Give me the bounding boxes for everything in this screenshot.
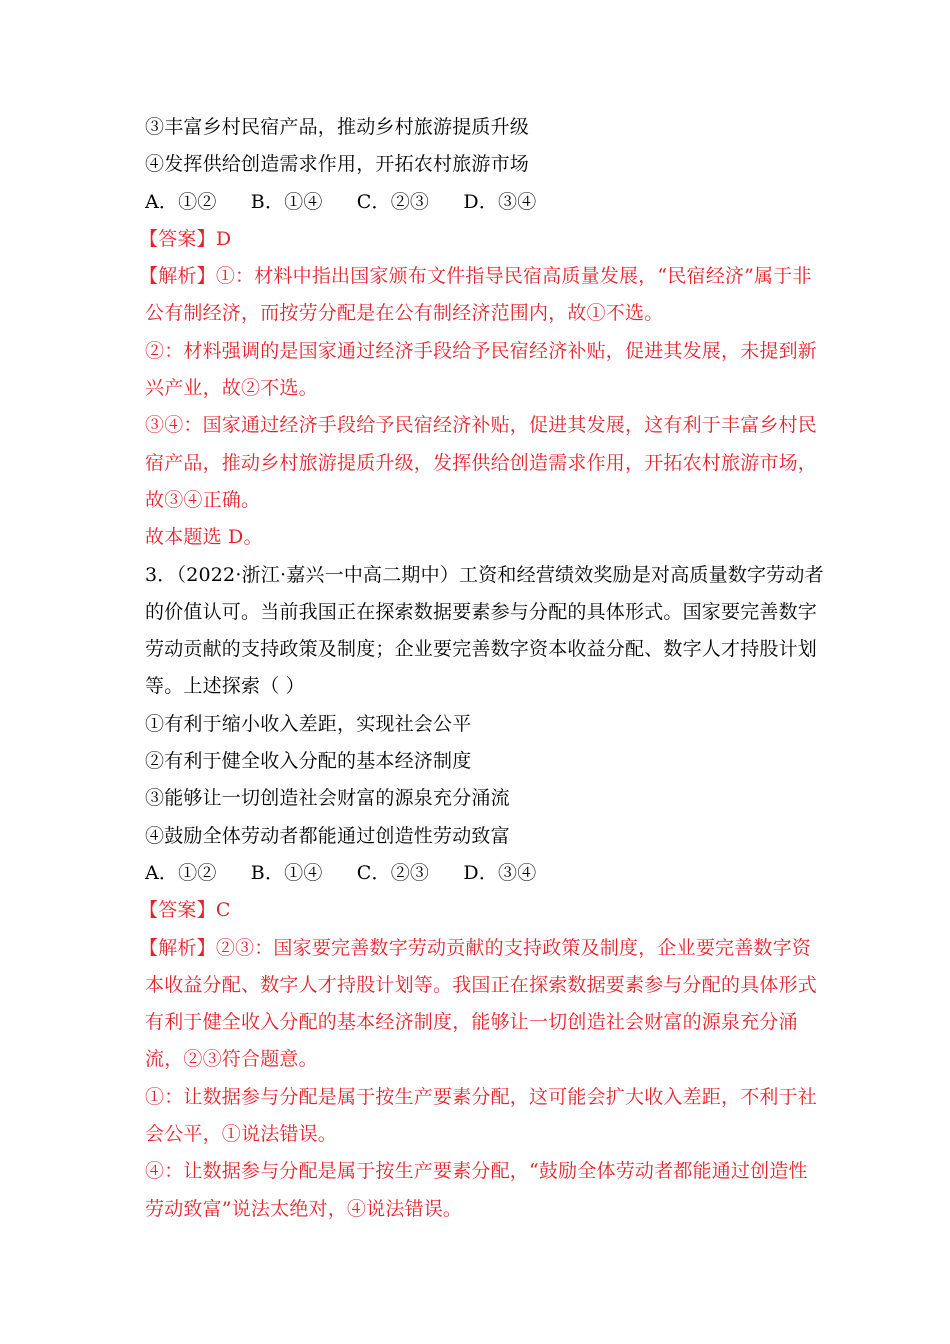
q3-answer: [139, 892, 810, 929]
q2-analysis-line: 故③④正确。: [145, 488, 261, 511]
q3-stem-line: 3．（2022·浙江·嘉兴一中高二期中）工资和经营绩效奖励是对高质量数字劳动者: [145, 563, 824, 586]
q2-choice-d: D．③④: [463, 190, 537, 213]
q3-stem-line: 劳动贡献的支持政策及制度；企业要完善数字资本收益分配、数字人才持股计划: [145, 638, 818, 661]
q3-stem-line: 等。上述探索（ ）: [145, 675, 305, 698]
q3-option-1: ①有利于缩小收入差距，实现社会公平: [145, 712, 472, 735]
q2-choice-b: B．①④: [250, 190, 323, 213]
q3-analysis-line: 会公平，①说法错误。: [145, 1123, 338, 1146]
q2-analysis-line: ③④：国家通过经济手段给予民宿经济补贴，促进其发展，这有利于丰富乡村民: [145, 414, 818, 437]
document-page: [139, 109, 824, 1228]
q2-analysis-label: 【解析】: [139, 265, 216, 288]
q2-analysis-line: ②：材料强调的是国家通过经济手段给予民宿经济补贴，促进其发展，未提到新: [145, 339, 818, 362]
q3-choice-a: A．①②: [145, 861, 217, 884]
q3-stem-line: 的价值认可。当前我国正在探索数据要素参与分配的具体形式。国家要完善数字: [145, 600, 818, 623]
q2-choice-a: A．①②: [145, 190, 217, 213]
q2-analysis-line: 公有制经济，而按劳分配是在公有制经济范围内，故①不选。: [145, 302, 664, 325]
q2-choice-c: C．②③: [356, 190, 430, 213]
q2-conclusion: 故本题选 D。: [145, 526, 263, 549]
q3-choice-b: B．①④: [250, 861, 323, 884]
q2-analysis-line: 【解析】①：材料中指出国家颁布文件指导民宿高质量发展，“民宿经济”属于非: [139, 265, 812, 288]
q2-analysis-line: 宿产品，推动乡村旅游提质升级，发挥供给创造需求作用，开拓农村旅游市场，: [145, 451, 818, 474]
q3-answer-label: 【答案】: [139, 899, 216, 922]
q3-analysis-line: 流，②③符合题意。: [145, 1048, 318, 1071]
q2-option-3: ③丰富乡村民宿产品，推动乡村旅游提质升级: [145, 116, 530, 138]
q3-choice-d: D．③④: [463, 861, 537, 884]
q2-choices: [145, 184, 810, 221]
q2-option-4: ④发挥供给创造需求作用，开拓农村旅游市场: [145, 153, 530, 176]
q2-answer: [139, 221, 810, 258]
q3-option-3: ③能够让一切创造社会财富的源泉充分涌流: [145, 787, 510, 810]
q3-analysis-line: ①：让数据参与分配是属于按生产要素分配，这可能会扩大收入差距，不利于社: [145, 1085, 818, 1108]
q3-analysis-line: 本收益分配、数字人才持股计划等。我国正在探索数据要素参与分配的具体形式: [145, 973, 818, 996]
q3-choice-c: C．②③: [356, 861, 430, 884]
q3-option-4: ④鼓励全体劳动者都能通过创造性劳动致富: [145, 824, 510, 847]
q3-analysis-line: ④：让数据参与分配是属于按生产要素分配，“鼓励全体劳动者都能通过创造性: [145, 1160, 808, 1183]
q2-answer-label: 【答案】: [139, 227, 216, 250]
q2-analysis-line: 兴产业，故②不选。: [145, 377, 318, 400]
q2-answer-value: D: [215, 227, 232, 250]
q3-answer-value: C: [215, 899, 231, 922]
q3-analysis-label: 【解析】: [139, 936, 216, 959]
q3-analysis-line: 劳动致富”说法太绝对，④说法错误。: [145, 1197, 463, 1220]
q3-analysis-line: 【解析】②③：国家要完善数字劳动贡献的支持政策及制度，企业要完善数字资: [139, 936, 812, 959]
q3-analysis-line: 有利于健全收入分配的基本经济制度，能够让一切创造社会财富的源泉充分涌: [145, 1011, 798, 1034]
q3-option-2: ②有利于健全收入分配的基本经济制度: [145, 750, 472, 773]
q3-choices: [145, 855, 810, 892]
